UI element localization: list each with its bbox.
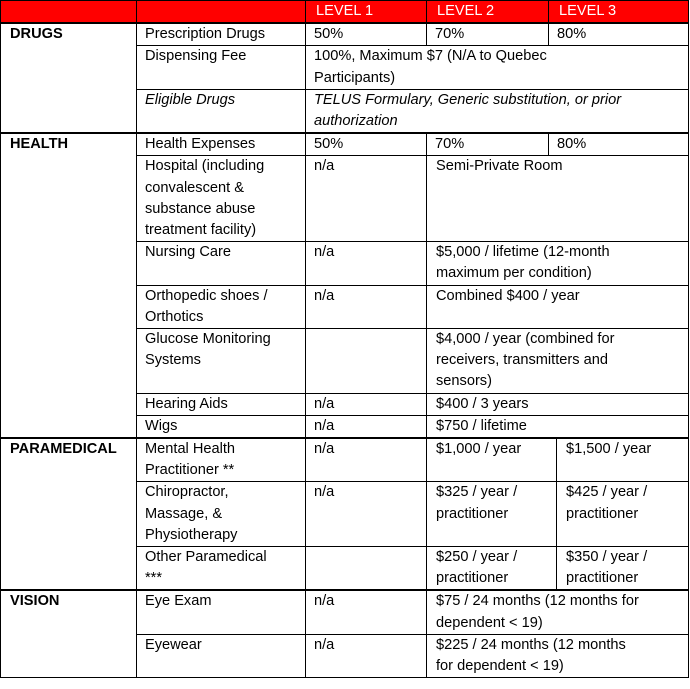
level3-value: 80% <box>549 23 689 46</box>
row-label: Hospital (including convalescent & substance abuse treatment facility) <box>137 156 306 242</box>
row-label: Prescription Drugs <box>137 23 306 46</box>
level1-value <box>306 547 427 591</box>
level23-value: $4,000 / year (combined for receivers, transmitters and sensors) <box>427 329 689 394</box>
level1-value <box>306 329 427 394</box>
level3-value: $1,500 / year <box>557 438 689 482</box>
level1-value: n/a <box>306 634 427 677</box>
paramedical-mental-row <box>1 438 689 482</box>
header-row <box>1 1 689 24</box>
header-level-3: LEVEL 3 <box>549 1 689 24</box>
health-expenses-row <box>1 133 689 156</box>
level23-value: $5,000 / lifetime (12-month maximum per condition) <box>427 242 689 285</box>
row-label: Nursing Care <box>137 242 306 285</box>
header-level-1: LEVEL 1 <box>306 1 427 24</box>
level23-value: $750 / lifetime <box>427 415 689 438</box>
level1-value: n/a <box>306 393 427 415</box>
level1-value: n/a <box>306 482 427 547</box>
level23-value: $75 / 24 months (12 months for dependent < 19) <box>427 590 689 634</box>
level1-value: n/a <box>306 438 427 482</box>
row-label: Glucose Monitoring Systems <box>137 329 306 394</box>
category-paramedical: PARAMEDICAL <box>1 438 137 590</box>
drugs-prescription-row <box>1 23 689 46</box>
row-label: Chiropractor, Massage, & Physiotherapy <box>137 482 306 547</box>
level3-value: 80% <box>549 133 689 156</box>
category-health: HEALTH <box>1 133 137 438</box>
level2-value: $250 / year / practitioner <box>427 547 557 591</box>
row-label: Other Paramedical *** <box>137 547 306 591</box>
category-drugs: DRUGS <box>1 23 137 133</box>
header-level-2: LEVEL 2 <box>427 1 549 24</box>
level1-value: n/a <box>306 156 427 242</box>
level2-value: 70% <box>427 23 549 46</box>
header-blank-2 <box>137 1 306 24</box>
level2-value: $325 / year / practitioner <box>427 482 557 547</box>
level1-value: n/a <box>306 415 427 438</box>
row-label: Dispensing Fee <box>137 46 306 89</box>
row-label: Orthopedic shoes / Orthotics <box>137 285 306 328</box>
level3-value: $350 / year / practitioner <box>557 547 689 591</box>
level3-value: $425 / year / practitioner <box>557 482 689 547</box>
level1-value: n/a <box>306 285 427 328</box>
row-label: Health Expenses <box>137 133 306 156</box>
level1-value: n/a <box>306 590 427 634</box>
row-label: Eligible Drugs <box>137 89 306 133</box>
row-label: Hearing Aids <box>137 393 306 415</box>
header-blank-1 <box>1 1 137 24</box>
level23-value: Semi-Private Room <box>427 156 689 242</box>
category-vision: VISION <box>1 590 137 677</box>
level1-value: n/a <box>306 242 427 285</box>
row-label: Mental Health Practitioner ** <box>137 438 306 482</box>
level2-value: 70% <box>427 133 549 156</box>
level2-value: $1,000 / year <box>427 438 557 482</box>
level23-value: $400 / 3 years <box>427 393 689 415</box>
row-label: Wigs <box>137 415 306 438</box>
combined-value: TELUS Formulary, Generic substitution, or prior authorization <box>306 89 689 133</box>
level23-value: Combined $400 / year <box>427 285 689 328</box>
vision-eyeexam-row <box>1 590 689 634</box>
level23-value: $225 / 24 months (12 months for dependent < 19) <box>427 634 689 677</box>
row-label: Eye Exam <box>137 590 306 634</box>
row-label: Eyewear <box>137 634 306 677</box>
level1-value: 50% <box>306 23 427 46</box>
combined-value: 100%, Maximum $7 (N/A to Quebec Participants) <box>306 46 689 89</box>
level1-value: 50% <box>306 133 427 156</box>
